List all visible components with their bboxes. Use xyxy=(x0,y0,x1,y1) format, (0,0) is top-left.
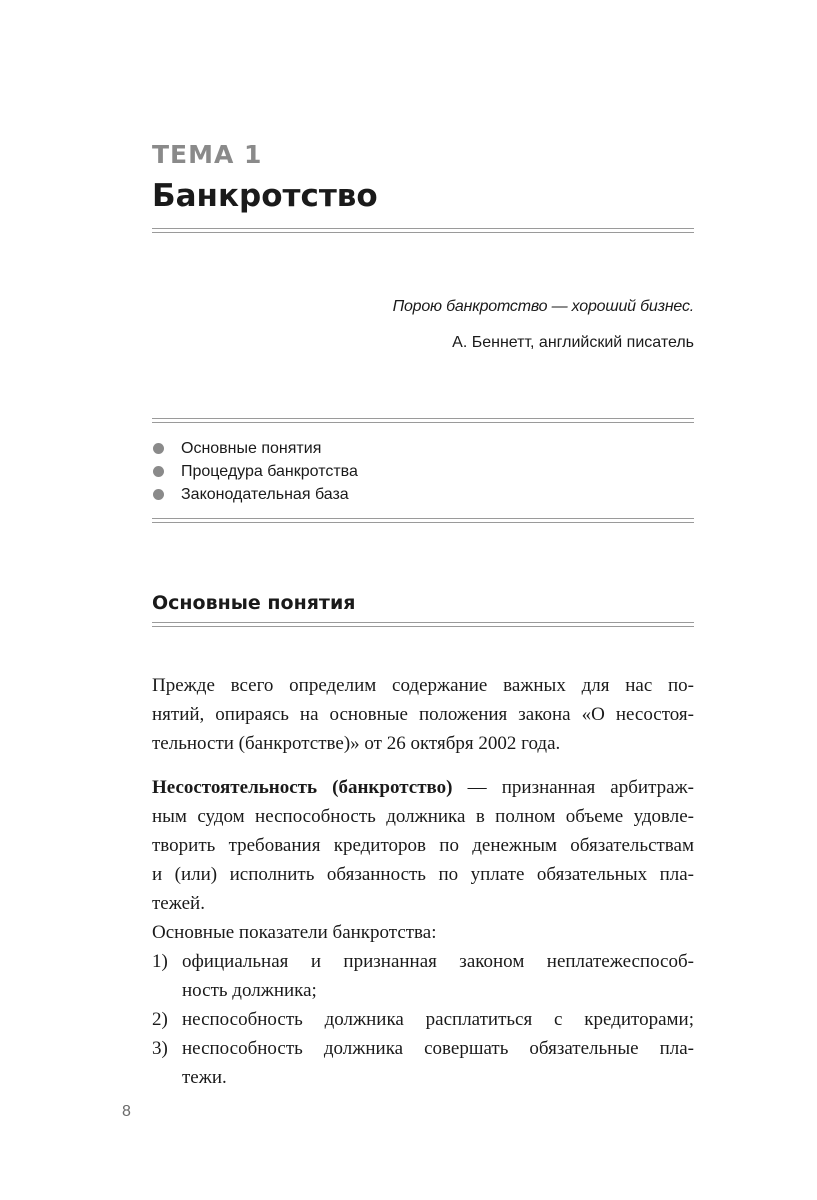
item-line: неспособность должника совершать обязательные пла- xyxy=(182,1038,694,1059)
item-line: официальная и признанная законом неплатежеспособ- xyxy=(182,951,694,972)
epigraph-quote: Порою банкротство — хороший бизнес. xyxy=(392,298,694,315)
topic-title: Банкротство xyxy=(152,178,378,214)
title-divider xyxy=(152,228,694,234)
topic-label: ТЕМА 1 xyxy=(152,140,263,169)
paragraph-line: творить требования кредиторов по денежным обязательствам xyxy=(152,835,694,856)
defined-term: Несостоятельность (банкротство) xyxy=(152,777,453,798)
paragraph-line: тельности (банкротстве)» от 26 октября 2002 года. xyxy=(152,733,561,754)
paragraph-line: тежей. xyxy=(152,893,205,914)
section-heading: Основные понятия xyxy=(152,592,356,614)
bullet-icon xyxy=(153,466,164,477)
definition-paragraph xyxy=(152,773,694,947)
bullet-icon xyxy=(153,443,164,454)
list-item xyxy=(152,947,694,1005)
list-item xyxy=(152,1005,694,1034)
contents-top-divider xyxy=(152,418,694,424)
contents-item-label: Законодательная база xyxy=(181,486,349,503)
item-number: 3) xyxy=(152,1038,168,1059)
contents-item xyxy=(152,437,358,460)
intro-paragraph xyxy=(152,671,694,758)
topic-contents-list xyxy=(152,437,358,506)
item-line: тежи. xyxy=(182,1067,227,1088)
paragraph-line: Прежде всего определим содержание важных для нас по- xyxy=(152,675,694,696)
epigraph-author: А. Беннетт, английский писатель xyxy=(452,334,694,351)
indicators-list xyxy=(152,947,694,1092)
definition-text: — признанная арбитраж- xyxy=(452,777,694,798)
paragraph-line: нятий, опираясь на основные положения закона «О несостоя- xyxy=(152,704,694,725)
item-number: 1) xyxy=(152,951,168,972)
contents-bottom-divider xyxy=(152,518,694,524)
item-line: ность должника; xyxy=(182,980,317,1001)
item-line: неспособность должника расплатиться с кредиторами; xyxy=(182,1009,694,1030)
section-divider xyxy=(152,622,694,628)
contents-item-label: Основные понятия xyxy=(181,440,322,457)
contents-item-label: Процедура банкротства xyxy=(181,463,358,480)
contents-item xyxy=(152,460,358,483)
indicators-intro: Основные показатели банкротства: xyxy=(152,922,437,943)
contents-item xyxy=(152,483,358,506)
paragraph-line: и (или) исполнить обязанность по уплате обязательных пла- xyxy=(152,864,694,885)
bullet-icon xyxy=(153,489,164,500)
paragraph-line: ным судом неспособность должника в полном объеме удовле- xyxy=(152,806,694,827)
item-number: 2) xyxy=(152,1009,168,1030)
list-item xyxy=(152,1034,694,1092)
page-number: 8 xyxy=(122,1103,131,1120)
paragraph-line xyxy=(152,773,694,802)
